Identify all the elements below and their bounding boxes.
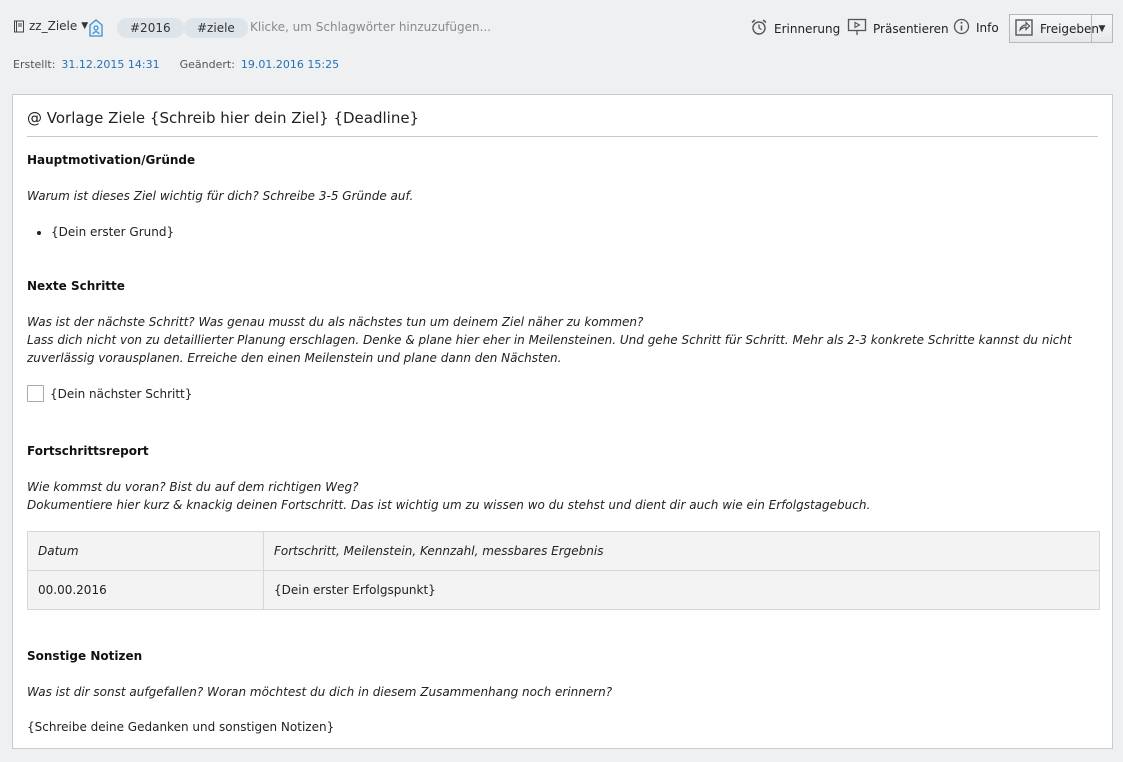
reminder-button[interactable]: [750, 18, 840, 39]
progress-table: [27, 531, 1100, 610]
title-divider: [27, 136, 1098, 137]
notes-body: {Schreibe deine Gedanken und sonstigen Notizen}: [27, 720, 335, 734]
section-heading-motivation: Hauptmotivation/Gründe: [27, 153, 196, 167]
notebook-icon: [13, 20, 25, 33]
table-row: [28, 571, 1100, 610]
chevron-down-icon: ▼: [81, 21, 89, 31]
motivation-prompt: Warum ist dieses Ziel wichtig für dich? Schreibe 3-5 Gründe auf.: [27, 189, 414, 203]
present-label: Präsentieren: [873, 21, 949, 36]
present-button[interactable]: [847, 18, 949, 39]
section-heading-next-steps: Nexte Schritte: [27, 279, 125, 293]
tag-pill[interactable]: #2016: [117, 18, 184, 38]
chevron-down-icon: ▼: [1098, 23, 1106, 34]
presentation-icon: [847, 18, 867, 39]
table-header-row: [28, 532, 1100, 571]
next-steps-prompt-1: Was ist der nächste Schritt? Was genau musst du als nächstes tun um deinem Ziel näher zu kommen?: [27, 315, 644, 329]
table-cell[interactable]: 00.00.2016: [28, 571, 264, 610]
created-label: Erstellt:: [13, 58, 56, 71]
modified-date[interactable]: 19.01.2016 15:25: [240, 58, 340, 71]
todo-label: {Dein nächster Schritt}: [50, 386, 193, 401]
progress-prompt-2: Dokumentiere hier kurz & knackig deinen Fortschritt. Das ist wichtig um zu wissen wo du stehst und dient dir auch wie ein Erfolgstagebuch.: [27, 498, 871, 512]
list-item: • {Dein erster Grund}: [51, 225, 174, 239]
note-title[interactable]: @ Vorlage Ziele {Schreib hier dein Ziel} {Deadline}: [27, 109, 420, 127]
note-editor[interactable]: [12, 94, 1113, 749]
notebook-name: zz_Ziele: [29, 19, 78, 33]
alarm-clock-icon: [750, 18, 768, 39]
info-button[interactable]: [953, 18, 999, 38]
info-icon: [953, 18, 970, 38]
notebook-selector[interactable]: [13, 19, 88, 33]
section-heading-notes: Sonstige Notizen: [27, 649, 143, 663]
todo-item: [27, 385, 192, 402]
tag-pill[interactable]: #ziele: [184, 18, 248, 38]
table-cell[interactable]: {Dein erster Erfolgspunkt}: [264, 571, 1100, 610]
table-header-cell[interactable]: Datum: [28, 532, 264, 571]
progress-prompt-1: Wie kommst du voran? Bist du auf dem richtigen Weg?: [27, 480, 359, 494]
share-button[interactable]: [1010, 15, 1100, 42]
tag-input[interactable]: [250, 20, 550, 34]
share-label: Freigeben: [1040, 21, 1100, 36]
notes-prompt: Was ist dir sonst aufgefallen? Woran möchtest du dich in diesem Zusammenhang noch erinnern?: [27, 685, 613, 699]
note-header-bar: [0, 0, 1123, 56]
section-heading-progress: Fortschrittsreport: [27, 444, 149, 458]
motivation-list: [51, 225, 174, 239]
reminder-label: Erinnerung: [774, 21, 841, 36]
share-icon: [1014, 17, 1034, 40]
modified-label: Geändert:: [179, 58, 235, 71]
shared-note-icon[interactable]: [89, 19, 103, 41]
todo-checkbox[interactable]: [27, 385, 44, 402]
share-dropdown-button[interactable]: [1092, 15, 1112, 42]
created-date[interactable]: 31.12.2015 14:31: [61, 58, 160, 71]
table-header-cell[interactable]: Fortschritt, Meilenstein, Kennzahl, messbares Ergebnis: [264, 532, 1100, 571]
info-label: Info: [976, 21, 999, 35]
share-split-button: [1009, 14, 1113, 43]
next-steps-prompt-2: Lass dich nicht von zu detaillierter Planung erschlagen. Denke & plane hier eher in Meilensteinen. Und gehe Schritt für Schritt. Mehr als 2-3 konkrete Schritte kannst du nicht zuverlässig vorausplanen. Erreiche den einen Meilenstein und plane dann den Nächsten.: [27, 333, 1072, 365]
note-metadata: [13, 58, 353, 71]
